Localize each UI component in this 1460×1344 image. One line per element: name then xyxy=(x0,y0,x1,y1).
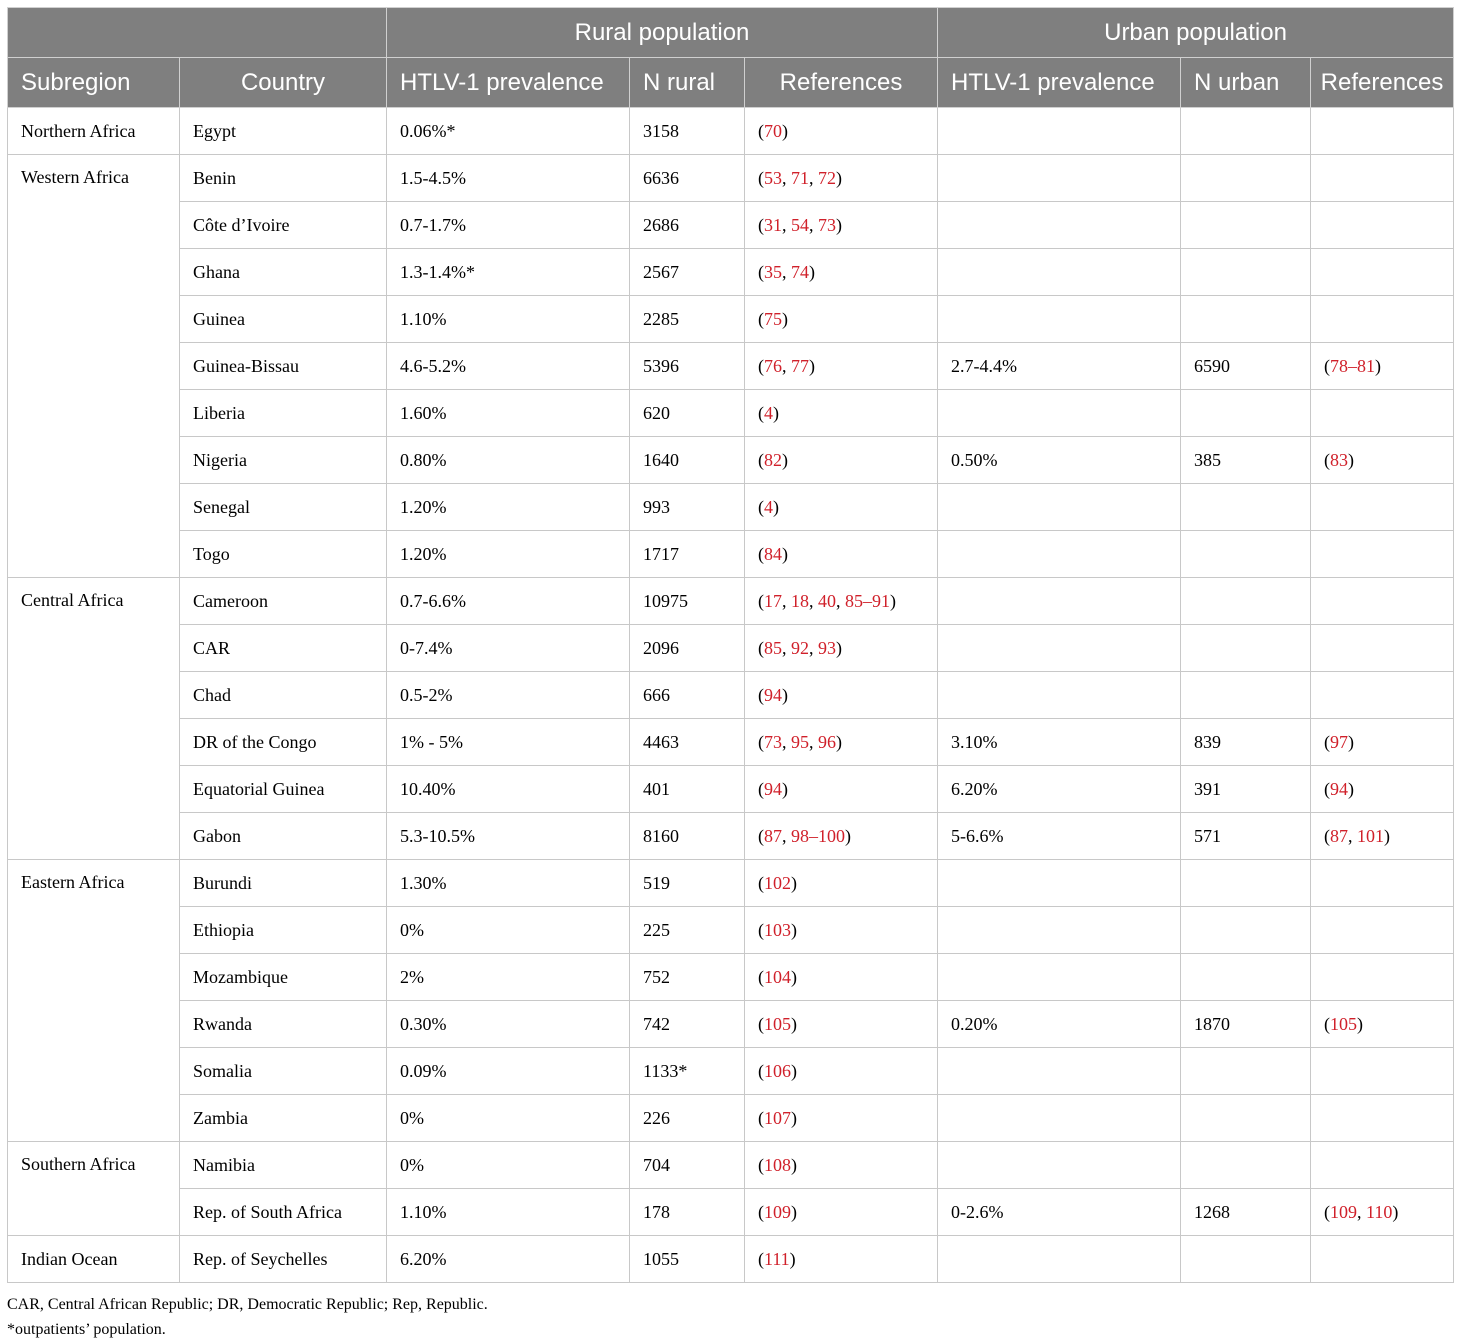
table-row xyxy=(8,954,1454,1001)
n-urban-cell xyxy=(1181,1095,1311,1142)
n-rural-cell: 1133* xyxy=(630,1048,745,1095)
rural-references-cell: (108) xyxy=(745,1142,938,1189)
country-cell: Somalia xyxy=(180,1048,387,1095)
country-cell: Burundi xyxy=(180,860,387,907)
urban-references-cell xyxy=(1311,1095,1454,1142)
urban-prevalence-cell xyxy=(938,1236,1181,1283)
reference-link[interactable]: 92 xyxy=(791,637,809,658)
country-cell: Egypt xyxy=(180,108,387,155)
reference-link[interactable]: 40 xyxy=(818,590,836,611)
table-row xyxy=(8,155,1454,202)
subregion-cell: Southern Africa xyxy=(8,1142,180,1236)
country-cell: CAR xyxy=(180,625,387,672)
reference-link[interactable]: 35 xyxy=(764,261,782,282)
rural-references-cell: (102) xyxy=(745,860,938,907)
urban-references-cell xyxy=(1311,249,1454,296)
rural-references-cell: (31, 54, 73) xyxy=(745,202,938,249)
n-rural-cell: 666 xyxy=(630,672,745,719)
urban-prevalence-cell xyxy=(938,484,1181,531)
rural-references-cell: (106) xyxy=(745,1048,938,1095)
country-cell: DR of the Congo xyxy=(180,719,387,766)
reference-link[interactable]: 106 xyxy=(764,1060,791,1081)
n-urban-cell: 1870 xyxy=(1181,1001,1311,1048)
rural-references-cell: (111) xyxy=(745,1236,938,1283)
table-row xyxy=(8,1048,1454,1095)
rural-references-cell: (103) xyxy=(745,907,938,954)
table-row xyxy=(8,390,1454,437)
rural-references-cell: (87, 98–100) xyxy=(745,813,938,860)
country-cell: Guinea-Bissau xyxy=(180,343,387,390)
subregion-cell: Northern Africa xyxy=(8,108,180,155)
urban-prevalence-cell xyxy=(938,1095,1181,1142)
urban-prevalence-cell xyxy=(938,860,1181,907)
col-header-rural-prevalence: HTLV-1 prevalence xyxy=(387,58,630,108)
rural-prevalence-cell: 0% xyxy=(387,1095,630,1142)
table-row xyxy=(8,860,1454,907)
reference-link[interactable]: 104 xyxy=(764,966,791,987)
country-cell: Senegal xyxy=(180,484,387,531)
country-cell: Mozambique xyxy=(180,954,387,1001)
n-rural-cell: 3158 xyxy=(630,108,745,155)
n-urban-cell xyxy=(1181,249,1311,296)
reference-link[interactable]: 94 xyxy=(1330,778,1349,799)
group-header-row xyxy=(8,8,1454,58)
table-row xyxy=(8,1001,1454,1048)
rural-prevalence-cell: 1.60% xyxy=(387,390,630,437)
urban-references-cell xyxy=(1311,484,1454,531)
n-urban-cell xyxy=(1181,531,1311,578)
n-urban-cell xyxy=(1181,296,1311,343)
urban-prevalence-cell xyxy=(938,625,1181,672)
group-header-blank xyxy=(8,8,387,58)
col-header-subregion: Subregion xyxy=(8,58,180,108)
reference-link[interactable]: 76 xyxy=(764,355,782,376)
urban-references-cell: (94) xyxy=(1311,766,1454,813)
table-row xyxy=(8,1095,1454,1142)
reference-link[interactable]: 54 xyxy=(791,214,809,235)
rural-prevalence-cell: 1.20% xyxy=(387,484,630,531)
urban-references-cell xyxy=(1311,1048,1454,1095)
rural-prevalence-cell: 10.40% xyxy=(387,766,630,813)
urban-references-cell xyxy=(1311,202,1454,249)
n-rural-cell: 1717 xyxy=(630,531,745,578)
n-rural-cell: 2567 xyxy=(630,249,745,296)
urban-prevalence-cell: 3.10% xyxy=(938,719,1181,766)
urban-references-cell xyxy=(1311,1142,1454,1189)
rural-prevalence-cell: 1.10% xyxy=(387,1189,630,1236)
reference-link[interactable]: 103 xyxy=(764,919,791,940)
reference-link[interactable]: 98–100 xyxy=(791,825,845,846)
urban-prevalence-cell xyxy=(938,1048,1181,1095)
group-header-rural: Rural population xyxy=(387,8,938,58)
rural-prevalence-cell: 0.80% xyxy=(387,437,630,484)
urban-references-cell xyxy=(1311,155,1454,202)
column-header-row xyxy=(8,58,1454,108)
rural-references-cell: (82) xyxy=(745,437,938,484)
country-cell: Benin xyxy=(180,155,387,202)
reference-link[interactable]: 84 xyxy=(764,543,782,564)
n-rural-cell: 620 xyxy=(630,390,745,437)
country-cell: Rep. of South Africa xyxy=(180,1189,387,1236)
reference-link[interactable]: 85–91 xyxy=(845,590,890,611)
rural-prevalence-cell: 1% - 5% xyxy=(387,719,630,766)
n-urban-cell xyxy=(1181,578,1311,625)
reference-link[interactable]: 96 xyxy=(818,731,836,752)
rural-prevalence-cell: 0.7-6.6% xyxy=(387,578,630,625)
rural-prevalence-cell: 0.30% xyxy=(387,1001,630,1048)
n-rural-cell: 226 xyxy=(630,1095,745,1142)
reference-link[interactable]: 105 xyxy=(1330,1013,1358,1034)
n-urban-cell xyxy=(1181,1142,1311,1189)
rural-prevalence-cell: 4.6-5.2% xyxy=(387,343,630,390)
urban-prevalence-cell xyxy=(938,1142,1181,1189)
country-cell: Rwanda xyxy=(180,1001,387,1048)
urban-references-cell: (105) xyxy=(1311,1001,1454,1048)
reference-link[interactable]: 83 xyxy=(1330,449,1349,470)
table-row xyxy=(8,437,1454,484)
reference-link[interactable]: 101 xyxy=(1357,825,1385,846)
n-rural-cell: 993 xyxy=(630,484,745,531)
reference-link[interactable]: 4 xyxy=(764,496,773,517)
country-cell: Gabon xyxy=(180,813,387,860)
urban-references-cell xyxy=(1311,108,1454,155)
rural-prevalence-cell: 0.5-2% xyxy=(387,672,630,719)
n-rural-cell: 742 xyxy=(630,1001,745,1048)
n-rural-cell: 4463 xyxy=(630,719,745,766)
urban-prevalence-cell xyxy=(938,578,1181,625)
reference-link[interactable]: 73 xyxy=(764,731,782,752)
col-header-rural-references: References xyxy=(745,58,938,108)
table-row xyxy=(8,249,1454,296)
table-row xyxy=(8,907,1454,954)
reference-link[interactable]: 94 xyxy=(764,684,782,705)
urban-references-cell: (83) xyxy=(1311,437,1454,484)
country-cell: Cameroon xyxy=(180,578,387,625)
urban-references-cell xyxy=(1311,578,1454,625)
country-cell: Ethiopia xyxy=(180,907,387,954)
rural-prevalence-cell: 2% xyxy=(387,954,630,1001)
footnote-abbreviations: CAR, Central African Republic; DR, Democratic Republic; Rep, Republic. xyxy=(7,1296,488,1313)
rural-references-cell: (75) xyxy=(745,296,938,343)
rural-references-cell: (107) xyxy=(745,1095,938,1142)
reference-link[interactable]: 71 xyxy=(791,167,809,188)
group-header-urban: Urban population xyxy=(938,8,1454,58)
n-urban-cell: 391 xyxy=(1181,766,1311,813)
n-rural-cell: 2285 xyxy=(630,296,745,343)
rural-references-cell: (105) xyxy=(745,1001,938,1048)
rural-prevalence-cell: 1.10% xyxy=(387,296,630,343)
n-rural-cell: 1640 xyxy=(630,437,745,484)
urban-references-cell: (87, 101) xyxy=(1311,813,1454,860)
n-rural-cell: 1055 xyxy=(630,1236,745,1283)
rural-references-cell: (85, 92, 93) xyxy=(745,625,938,672)
rural-references-cell: (84) xyxy=(745,531,938,578)
table-row xyxy=(8,813,1454,860)
n-urban-cell xyxy=(1181,108,1311,155)
n-rural-cell: 8160 xyxy=(630,813,745,860)
rural-prevalence-cell: 0.09% xyxy=(387,1048,630,1095)
country-cell: Namibia xyxy=(180,1142,387,1189)
subregion-cell: Western Africa xyxy=(8,155,180,578)
reference-link[interactable]: 107 xyxy=(764,1107,791,1128)
country-cell: Zambia xyxy=(180,1095,387,1142)
subregion-cell: Eastern Africa xyxy=(8,860,180,1142)
n-rural-cell: 704 xyxy=(630,1142,745,1189)
urban-references-cell xyxy=(1311,672,1454,719)
country-cell: Chad xyxy=(180,672,387,719)
rural-references-cell: (76, 77) xyxy=(745,343,938,390)
urban-references-cell xyxy=(1311,954,1454,1001)
n-rural-cell: 225 xyxy=(630,907,745,954)
col-header-urban-references: References xyxy=(1311,58,1454,108)
rural-references-cell: (73, 95, 96) xyxy=(745,719,938,766)
reference-link[interactable]: 72 xyxy=(818,167,836,188)
n-urban-cell: 385 xyxy=(1181,437,1311,484)
reference-link[interactable]: 70 xyxy=(764,120,782,141)
col-header-urban-prevalence: HTLV-1 prevalence xyxy=(938,58,1181,108)
table-row xyxy=(8,296,1454,343)
urban-prevalence-cell: 0-2.6% xyxy=(938,1189,1181,1236)
rural-references-cell: (4) xyxy=(745,390,938,437)
reference-link[interactable]: 105 xyxy=(764,1013,791,1034)
rural-prevalence-cell: 0-7.4% xyxy=(387,625,630,672)
urban-prevalence-cell: 6.20% xyxy=(938,766,1181,813)
table-row xyxy=(8,202,1454,249)
n-urban-cell xyxy=(1181,1236,1311,1283)
urban-references-cell xyxy=(1311,390,1454,437)
reference-link[interactable]: 31 xyxy=(764,214,782,235)
reference-link[interactable]: 108 xyxy=(764,1154,791,1175)
urban-prevalence-cell xyxy=(938,155,1181,202)
rural-references-cell: (104) xyxy=(745,954,938,1001)
rural-prevalence-cell: 0.06%* xyxy=(387,108,630,155)
urban-prevalence-cell xyxy=(938,108,1181,155)
col-header-n-rural: N rural xyxy=(630,58,745,108)
n-urban-cell xyxy=(1181,860,1311,907)
rural-references-cell: (17, 18, 40, 85–91) xyxy=(745,578,938,625)
rural-references-cell: (94) xyxy=(745,672,938,719)
urban-prevalence-cell: 0.50% xyxy=(938,437,1181,484)
n-urban-cell: 839 xyxy=(1181,719,1311,766)
rural-prevalence-cell: 0% xyxy=(387,907,630,954)
reference-link[interactable]: 110 xyxy=(1366,1201,1393,1222)
rural-references-cell: (94) xyxy=(745,766,938,813)
n-urban-cell xyxy=(1181,390,1311,437)
n-urban-cell xyxy=(1181,202,1311,249)
table-row xyxy=(8,1189,1454,1236)
rural-prevalence-cell: 1.3-1.4%* xyxy=(387,249,630,296)
reference-link[interactable]: 78–81 xyxy=(1330,355,1376,376)
table-row xyxy=(8,1142,1454,1189)
n-urban-cell xyxy=(1181,672,1311,719)
urban-references-cell xyxy=(1311,907,1454,954)
urban-references-cell: (78–81) xyxy=(1311,343,1454,390)
reference-link[interactable]: 17 xyxy=(764,590,782,611)
rural-references-cell: (4) xyxy=(745,484,938,531)
urban-prevalence-cell xyxy=(938,296,1181,343)
footnote-asterisk: *outpatients’ population. xyxy=(7,1321,166,1338)
urban-references-cell xyxy=(1311,531,1454,578)
n-rural-cell: 401 xyxy=(630,766,745,813)
n-urban-cell: 571 xyxy=(1181,813,1311,860)
urban-references-cell: (97) xyxy=(1311,719,1454,766)
reference-link[interactable]: 85 xyxy=(764,637,782,658)
country-cell: Liberia xyxy=(180,390,387,437)
n-rural-cell: 519 xyxy=(630,860,745,907)
table-row xyxy=(8,484,1454,531)
rural-prevalence-cell: 5.3-10.5% xyxy=(387,813,630,860)
table-row xyxy=(8,625,1454,672)
n-urban-cell: 1268 xyxy=(1181,1189,1311,1236)
reference-link[interactable]: 4 xyxy=(764,402,773,423)
rural-references-cell: (109) xyxy=(745,1189,938,1236)
reference-link[interactable]: 87 xyxy=(764,825,782,846)
n-rural-cell: 2096 xyxy=(630,625,745,672)
reference-link[interactable]: 111 xyxy=(764,1248,790,1269)
table-header xyxy=(8,8,1454,108)
n-rural-cell: 10975 xyxy=(630,578,745,625)
rural-references-cell: (53, 71, 72) xyxy=(745,155,938,202)
n-rural-cell: 178 xyxy=(630,1189,745,1236)
n-urban-cell xyxy=(1181,907,1311,954)
urban-prevalence-cell: 0.20% xyxy=(938,1001,1181,1048)
country-cell: Togo xyxy=(180,531,387,578)
n-urban-cell xyxy=(1181,484,1311,531)
reference-link[interactable]: 109 xyxy=(1330,1201,1358,1222)
urban-references-cell: (109, 110) xyxy=(1311,1189,1454,1236)
reference-link[interactable]: 77 xyxy=(791,355,809,376)
urban-prevalence-cell xyxy=(938,531,1181,578)
rural-prevalence-cell: 1.20% xyxy=(387,531,630,578)
n-urban-cell xyxy=(1181,1048,1311,1095)
urban-references-cell xyxy=(1311,625,1454,672)
n-rural-cell: 2686 xyxy=(630,202,745,249)
table-row xyxy=(8,578,1454,625)
urban-prevalence-cell xyxy=(938,672,1181,719)
urban-prevalence-cell: 2.7-4.4% xyxy=(938,343,1181,390)
country-cell: Ghana xyxy=(180,249,387,296)
reference-link[interactable]: 102 xyxy=(764,872,791,893)
table-footnotes xyxy=(7,1292,488,1342)
htlv-prevalence-table xyxy=(7,7,1454,1283)
urban-references-cell xyxy=(1311,860,1454,907)
n-rural-cell: 5396 xyxy=(630,343,745,390)
reference-link[interactable]: 97 xyxy=(1330,731,1349,752)
table-container xyxy=(7,7,1453,1283)
rural-prevalence-cell: 1.30% xyxy=(387,860,630,907)
urban-prevalence-cell xyxy=(938,249,1181,296)
table-row xyxy=(8,1236,1454,1283)
table-row xyxy=(8,531,1454,578)
country-cell: Côte d’Ivoire xyxy=(180,202,387,249)
country-cell: Nigeria xyxy=(180,437,387,484)
n-rural-cell: 752 xyxy=(630,954,745,1001)
subregion-cell: Indian Ocean xyxy=(8,1236,180,1283)
col-header-n-urban: N urban xyxy=(1181,58,1311,108)
n-urban-cell xyxy=(1181,625,1311,672)
table-row xyxy=(8,766,1454,813)
col-header-country: Country xyxy=(180,58,387,108)
country-cell: Equatorial Guinea xyxy=(180,766,387,813)
rural-prevalence-cell: 0% xyxy=(387,1142,630,1189)
rural-references-cell: (70) xyxy=(745,108,938,155)
reference-link[interactable]: 95 xyxy=(791,731,809,752)
subregion-cell: Central Africa xyxy=(8,578,180,860)
urban-prevalence-cell: 5-6.6% xyxy=(938,813,1181,860)
reference-link[interactable]: 87 xyxy=(1330,825,1349,846)
rural-references-cell: (35, 74) xyxy=(745,249,938,296)
table-row xyxy=(8,719,1454,766)
urban-prevalence-cell xyxy=(938,390,1181,437)
reference-link[interactable]: 75 xyxy=(764,308,782,329)
table-row xyxy=(8,108,1454,155)
reference-link[interactable]: 93 xyxy=(818,637,836,658)
reference-link[interactable]: 82 xyxy=(764,449,782,470)
country-cell: Guinea xyxy=(180,296,387,343)
table-body xyxy=(8,108,1454,1283)
reference-link[interactable]: 18 xyxy=(791,590,809,611)
urban-prevalence-cell xyxy=(938,907,1181,954)
reference-link[interactable]: 73 xyxy=(818,214,836,235)
reference-link[interactable]: 53 xyxy=(764,167,782,188)
n-urban-cell xyxy=(1181,954,1311,1001)
rural-prevalence-cell: 6.20% xyxy=(387,1236,630,1283)
country-cell: Rep. of Seychelles xyxy=(180,1236,387,1283)
urban-prevalence-cell xyxy=(938,954,1181,1001)
urban-references-cell xyxy=(1311,1236,1454,1283)
rural-prevalence-cell: 1.5-4.5% xyxy=(387,155,630,202)
table-row xyxy=(8,343,1454,390)
table-row xyxy=(8,672,1454,719)
urban-references-cell xyxy=(1311,296,1454,343)
n-urban-cell: 6590 xyxy=(1181,343,1311,390)
n-rural-cell: 6636 xyxy=(630,155,745,202)
n-urban-cell xyxy=(1181,155,1311,202)
urban-prevalence-cell xyxy=(938,202,1181,249)
reference-link[interactable]: 109 xyxy=(764,1201,791,1222)
reference-link[interactable]: 94 xyxy=(764,778,782,799)
rural-prevalence-cell: 0.7-1.7% xyxy=(387,202,630,249)
reference-link[interactable]: 74 xyxy=(791,261,809,282)
